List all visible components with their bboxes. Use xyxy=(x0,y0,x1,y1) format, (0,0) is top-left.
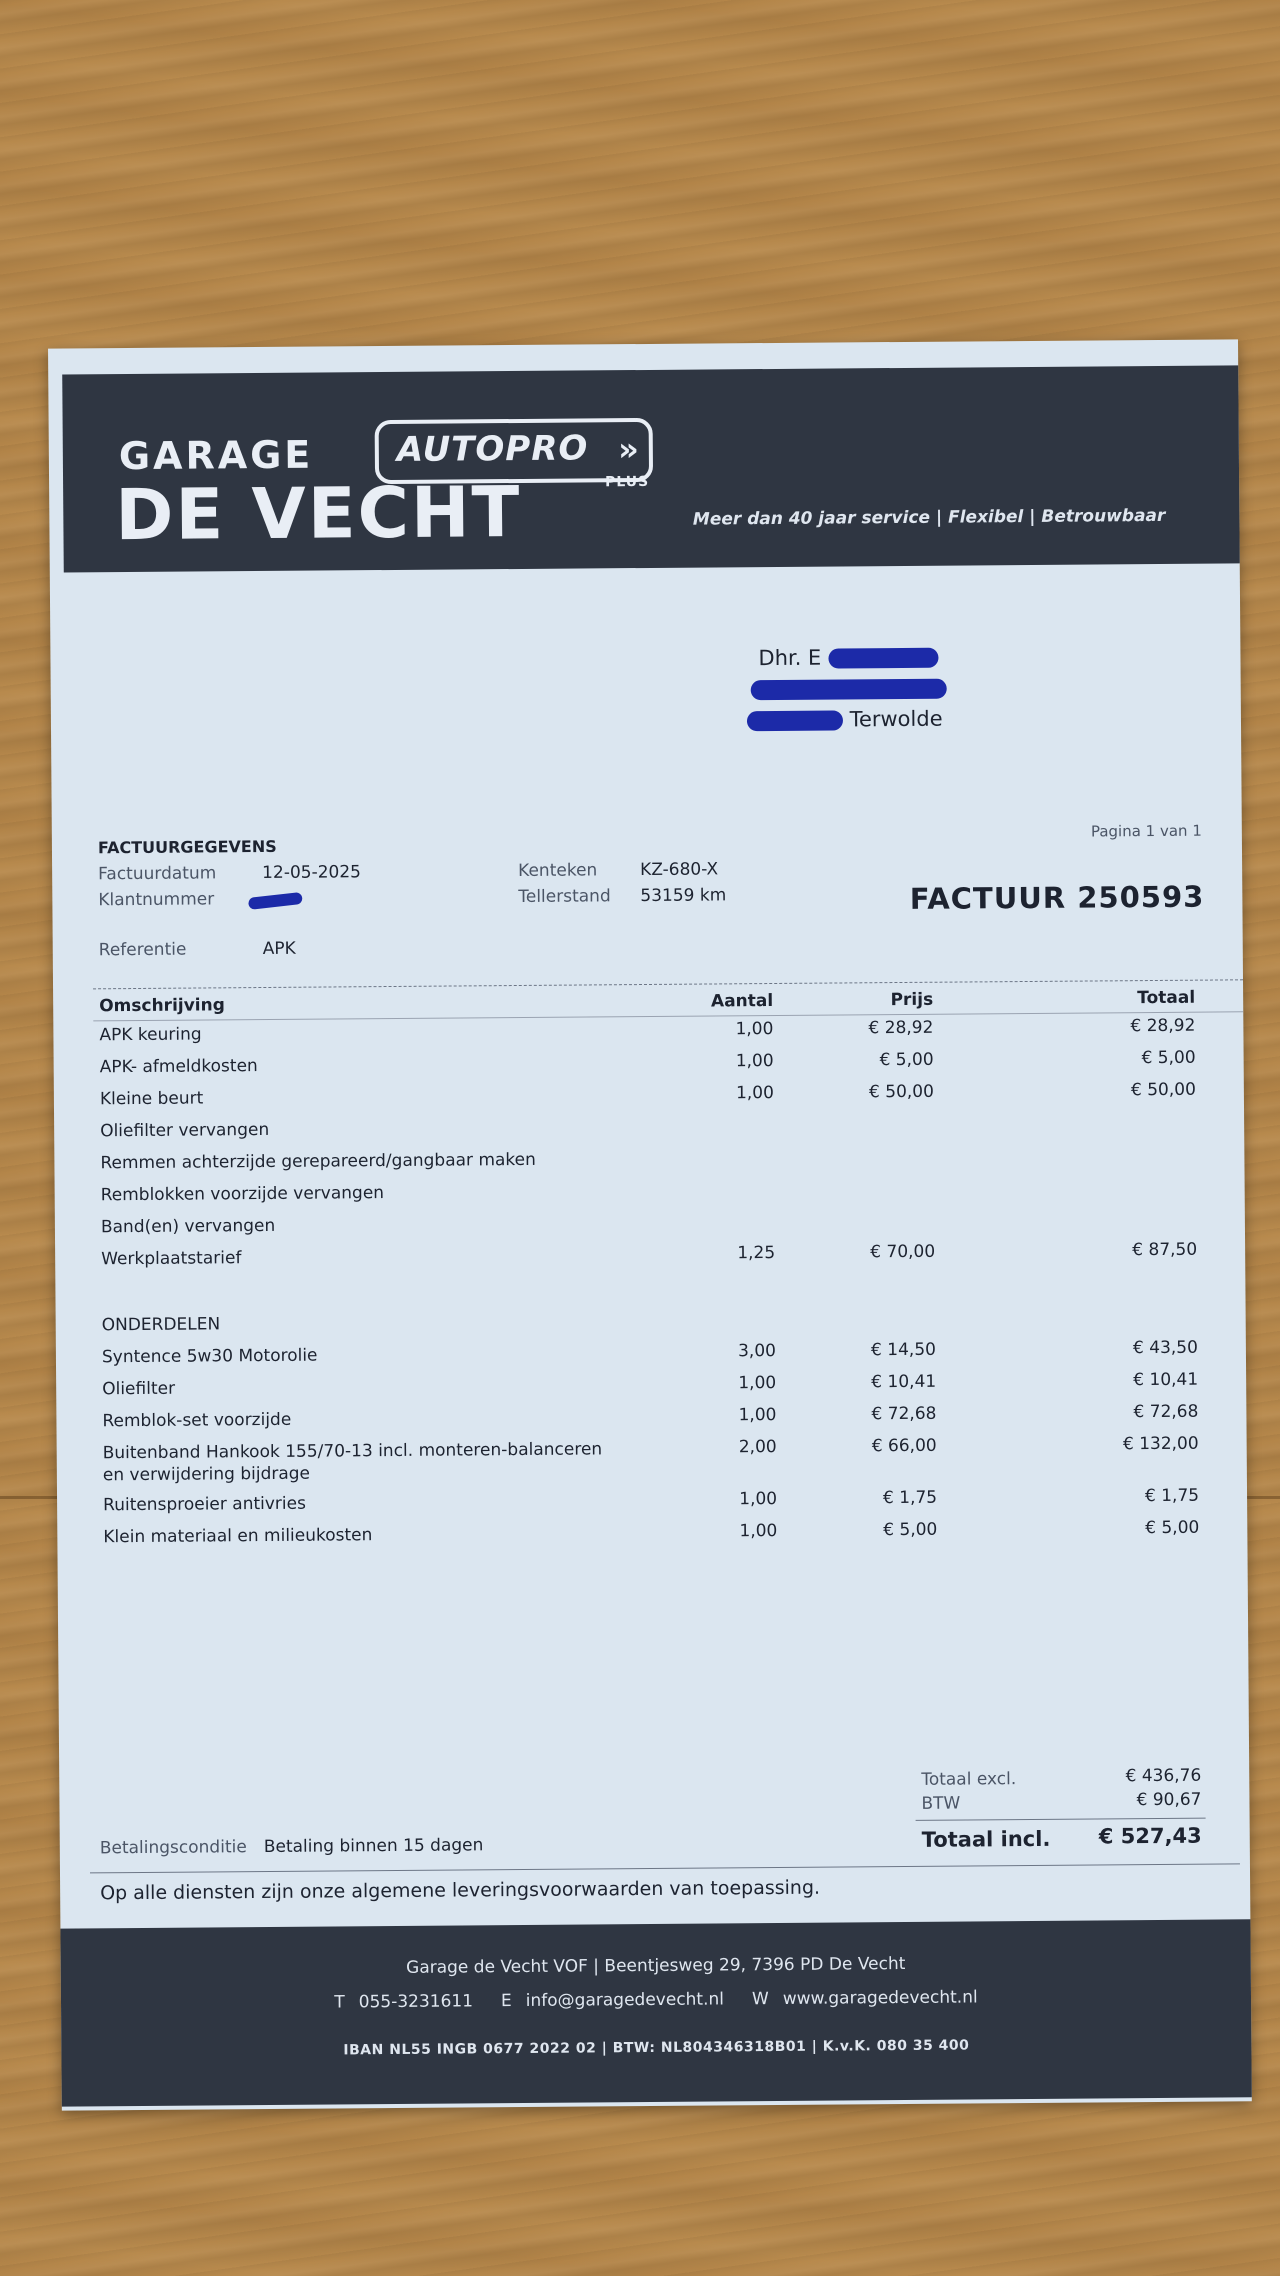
line-total: € 5,00 xyxy=(1141,1047,1196,1069)
totals-rule xyxy=(916,1818,1206,1821)
line-quantity: 1,00 xyxy=(738,1404,777,1426)
column-header-total: Totaal xyxy=(1137,987,1196,1009)
total-excl-label: Totaal excl. xyxy=(921,1769,1017,1790)
line-total: € 87,50 xyxy=(1132,1239,1198,1261)
table-row xyxy=(54,1143,1244,1174)
redaction-mark xyxy=(828,648,938,669)
line-description: Band(en) vervangen xyxy=(100,1215,276,1238)
line-price: € 5,00 xyxy=(879,1049,934,1071)
footer-web-label: W xyxy=(751,1989,769,2010)
line-total: € 1,75 xyxy=(1144,1485,1200,1507)
brand-line-garage: GARAGE xyxy=(118,432,314,479)
line-description: Klein materiaal en milieukosten xyxy=(103,1525,373,1548)
vat-value: € 90,67 xyxy=(1136,1789,1202,1811)
footer-phone: 055-3231611 xyxy=(358,1991,474,2013)
odometer-value: 53159 km xyxy=(640,885,727,907)
line-description: Remblok-set voorzijde xyxy=(102,1409,292,1432)
total-excl-value: € 436,76 xyxy=(1125,1765,1202,1787)
line-quantity: 1,00 xyxy=(735,1018,774,1040)
line-total: € 132,00 xyxy=(1122,1433,1199,1455)
plate-value: KZ-680-X xyxy=(640,859,719,881)
table-row xyxy=(55,1175,1245,1206)
redaction-mark xyxy=(248,892,303,910)
brand-line-devecht: DE VECHT xyxy=(115,470,522,557)
line-description: ONDERDELEN xyxy=(101,1314,221,1336)
line-quantity: 2,00 xyxy=(738,1436,777,1458)
terms-notice: Op alle diensten zijn onze algemene leveringsvoorwaarden van toepassing. xyxy=(100,1876,821,1905)
table-row xyxy=(57,1433,1247,1486)
footer-phone-label: T xyxy=(334,1992,345,2013)
line-price: € 28,92 xyxy=(868,1017,934,1039)
line-description: Oliefilter xyxy=(102,1378,176,1400)
invoice-title: FACTUUR 250593 xyxy=(909,879,1205,916)
column-header-quantity: Aantal xyxy=(710,990,774,1012)
line-total: € 50,00 xyxy=(1130,1079,1196,1101)
line-total: € 10,41 xyxy=(1133,1369,1199,1391)
column-header-price: Prijs xyxy=(890,989,934,1011)
invoice-date-label: Factuurdatum xyxy=(98,863,217,885)
footer-legal-line: IBAN NL55 INGB 0677 2022 02 | BTW: NL804346318B01 | K.v.K. 080 35 400 xyxy=(343,2037,970,2059)
redaction-mark xyxy=(751,679,947,701)
autopro-plus-label: PLUS xyxy=(605,473,650,491)
total-incl-value: € 527,43 xyxy=(1098,1823,1202,1849)
recipient-city: Terwolde xyxy=(849,706,943,732)
line-quantity: 1,00 xyxy=(735,1050,774,1072)
line-price: € 70,00 xyxy=(870,1241,936,1263)
line-description: APK- afmeldkosten xyxy=(99,1056,258,1078)
line-description: Buitenband Hankook 155/70-13 incl. monteren-balanceren en verwijdering bijdrage xyxy=(102,1439,603,1486)
line-price: € 72,68 xyxy=(871,1403,937,1425)
reference-value: APK xyxy=(262,938,296,960)
vat-label: BTW xyxy=(921,1793,961,1814)
line-quantity: 1,00 xyxy=(739,1520,778,1542)
chevrons-icon: » xyxy=(618,430,639,469)
table-row xyxy=(55,1207,1245,1238)
line-total: € 43,50 xyxy=(1132,1337,1198,1359)
page-indicator: Pagina 1 van 1 xyxy=(1090,821,1202,841)
table-row xyxy=(57,1517,1247,1548)
invoice-details-heading: FACTUURGEGEVENS xyxy=(97,836,277,858)
table-header-rule xyxy=(93,1011,1243,1021)
payment-condition-label: Betalingsconditie xyxy=(99,1837,247,1859)
autopro-logo-text: AUTOPRO xyxy=(396,428,589,470)
invoice-paper xyxy=(48,339,1252,2110)
footer-email: info@garagedevecht.nl xyxy=(525,1989,725,2011)
line-quantity: 1,00 xyxy=(738,1372,777,1394)
total-incl-label: Totaal incl. xyxy=(921,1826,1051,1852)
plate-label: Kenteken xyxy=(518,860,598,881)
recipient-address xyxy=(758,642,947,736)
line-description: APK keuring xyxy=(99,1024,202,1046)
reference-label: Referentie xyxy=(98,939,187,961)
line-description: Syntence 5w30 Motorolie xyxy=(101,1345,318,1368)
line-description: Remblokken voorzijde vervangen xyxy=(100,1183,385,1206)
footer-website: www.garagedevecht.nl xyxy=(782,1987,978,2009)
slogan: Meer dan 40 jaar service | Flexibel | Betrouwbaar xyxy=(692,505,1166,530)
table-row xyxy=(56,1401,1246,1432)
table-row xyxy=(56,1369,1246,1400)
invoice-header-band xyxy=(62,365,1240,572)
line-price: € 14,50 xyxy=(870,1339,936,1361)
table-row xyxy=(54,1047,1244,1078)
line-price: € 5,00 xyxy=(883,1519,938,1541)
line-quantity: 1,25 xyxy=(737,1242,776,1264)
line-price: € 50,00 xyxy=(868,1081,934,1103)
line-total: € 72,68 xyxy=(1133,1401,1199,1423)
line-price: € 10,41 xyxy=(871,1371,937,1393)
line-description: Oliefilter vervangen xyxy=(100,1119,270,1142)
footer-contact-line xyxy=(61,1985,1251,2014)
footer-company-line: Garage de Vecht VOF | Beentjesweg 29, 7396 PD De Vecht xyxy=(406,1953,906,1978)
table-row xyxy=(54,1111,1244,1142)
line-description: Ruitensproeier antivries xyxy=(103,1493,307,1516)
line-quantity: 1,00 xyxy=(739,1488,778,1510)
invoice-footer-band xyxy=(60,1919,1251,2106)
table-row xyxy=(57,1485,1247,1516)
line-total: € 5,00 xyxy=(1145,1517,1200,1539)
table-row xyxy=(55,1239,1245,1270)
table-row xyxy=(56,1337,1246,1368)
line-price: € 1,75 xyxy=(882,1487,938,1509)
redaction-mark xyxy=(747,710,843,731)
odometer-label: Tellerstand xyxy=(518,886,611,907)
customer-number-label: Klantnummer xyxy=(98,889,215,911)
line-quantity: 3,00 xyxy=(737,1340,776,1362)
payment-rule xyxy=(90,1863,1240,1873)
invoice-date-value: 12-05-2025 xyxy=(262,862,362,884)
line-price: € 66,00 xyxy=(871,1435,937,1457)
line-description: Kleine beurt xyxy=(99,1088,204,1110)
payment-condition-value: Betaling binnen 15 dagen xyxy=(263,1835,484,1858)
table-row xyxy=(54,1079,1244,1110)
column-header-description: Omschrijving xyxy=(99,995,225,1017)
footer-email-label: E xyxy=(500,1991,512,2012)
line-total: € 28,92 xyxy=(1130,1015,1196,1037)
line-description: Remmen achterzijde gerepareerd/gangbaar maken xyxy=(100,1149,536,1174)
line-quantity: 1,00 xyxy=(735,1082,774,1104)
table-top-rule xyxy=(93,979,1243,989)
table-row xyxy=(56,1305,1246,1336)
line-description: Werkplaatstarief xyxy=(101,1248,242,1270)
recipient-name: Dhr. E xyxy=(758,645,822,671)
